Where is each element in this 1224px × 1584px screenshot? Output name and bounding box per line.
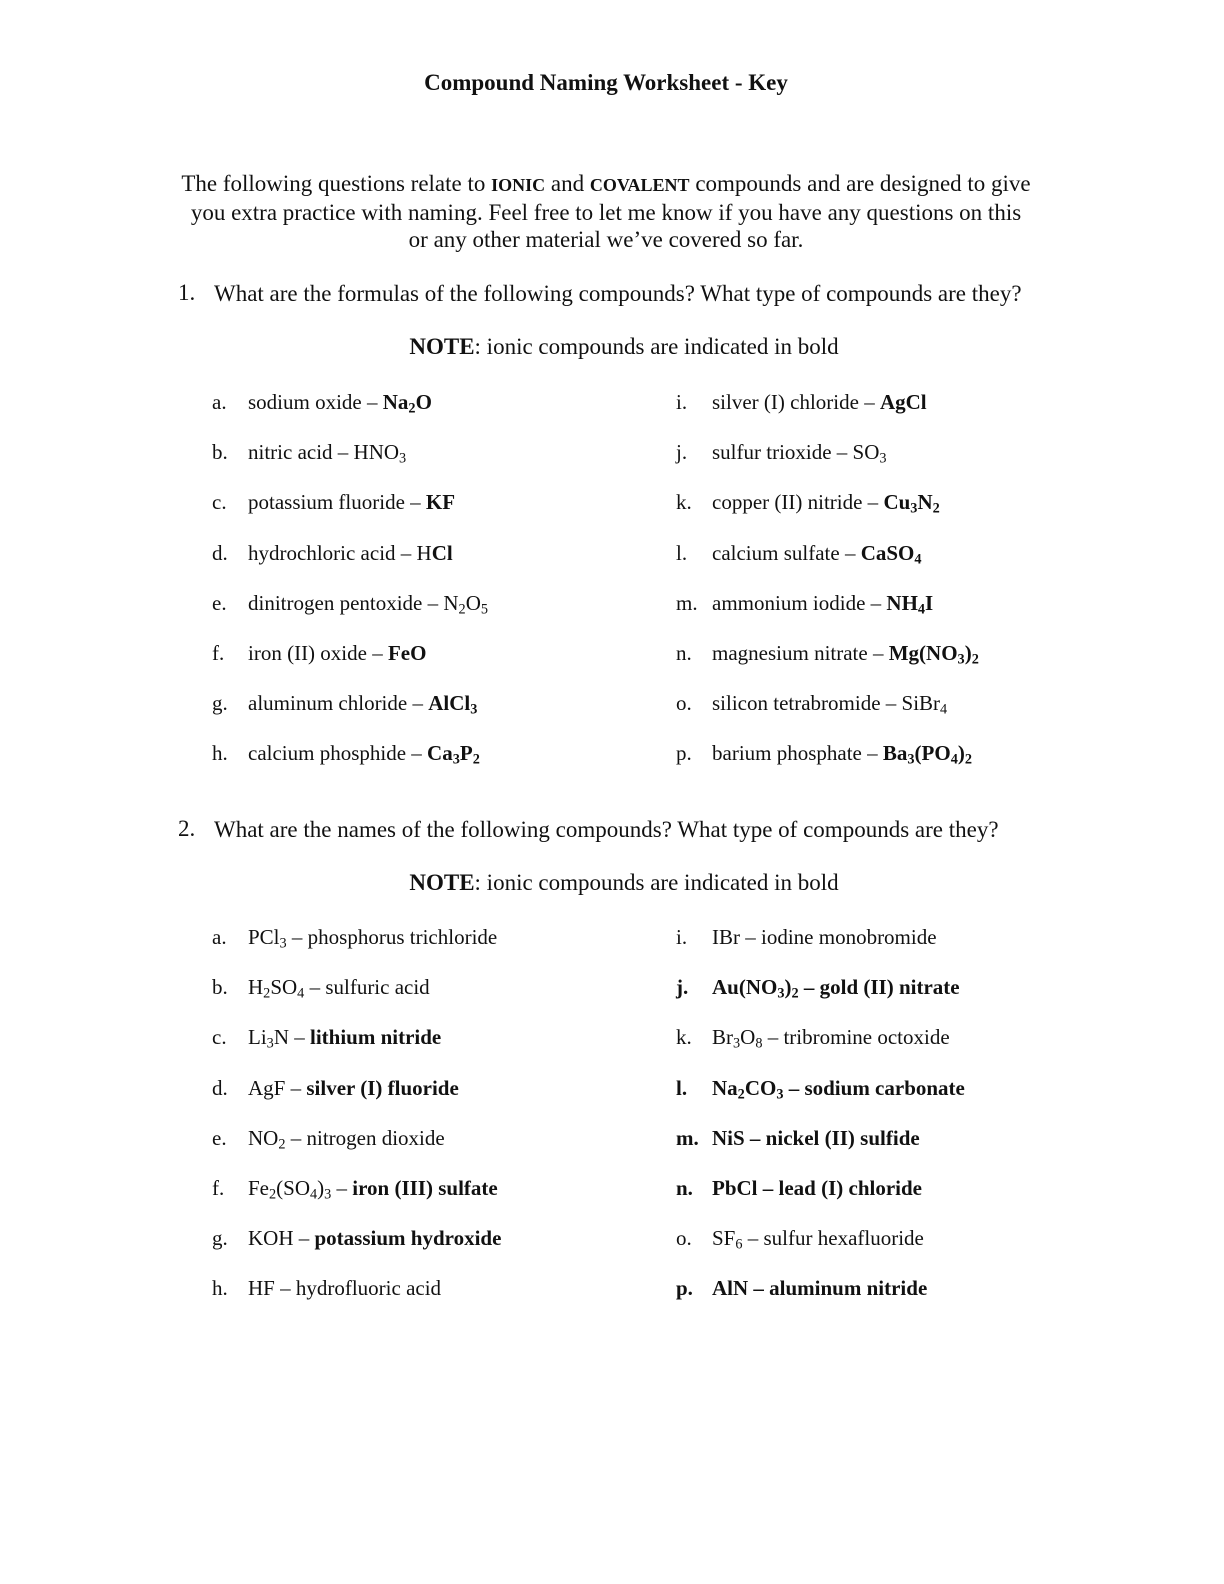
item-label: e. bbox=[212, 590, 227, 615]
item-text: $NO_2$ – nitrogen dioxide bbox=[248, 1125, 445, 1153]
item-text: aluminum chloride – AlCl$_3$ bbox=[248, 691, 478, 718]
item-label: a. bbox=[212, 390, 227, 414]
item-text: $Na_2CO_3$ – sodium carbonate bbox=[712, 1075, 965, 1103]
item-text: ammonium iodide – $NH_4I$ bbox=[712, 590, 934, 618]
page-title: Compound Naming Worksheet - Key bbox=[424, 70, 788, 95]
item-label: l. bbox=[676, 540, 688, 565]
item-label: i. bbox=[676, 390, 688, 414]
q2-number: 2. bbox=[178, 816, 196, 841]
q2-note-label: NOTE bbox=[409, 870, 475, 895]
item-label: i. bbox=[676, 925, 688, 949]
intro-text-2: compounds and are designed to give you extra practice with naming. Feel free to let me know if you have any questions on this or any other material we’ve covered so far. bbox=[190, 171, 1031, 252]
item-text: hydrochloric acid – HCl bbox=[248, 540, 453, 565]
item-label: d. bbox=[212, 1075, 228, 1100]
item-text: $Fe_2(SO_4)_3$ – iron (III) sulfate bbox=[248, 1176, 498, 1203]
item-text: sulfur trioxide – $SO_3$ bbox=[712, 440, 887, 467]
item-text: $Br_3O_8$ – tribromine octoxide bbox=[712, 1025, 950, 1052]
item-text: AlN – aluminum nitride bbox=[712, 1276, 928, 1301]
intro-ionic: IONIC bbox=[491, 175, 546, 195]
item-label: c. bbox=[212, 490, 227, 515]
item-text: nitric acid – $HNO_3$ bbox=[248, 440, 407, 467]
item-text: magnesium nitrate – $Mg(NO_3)_2$ bbox=[712, 641, 979, 668]
item-label: n. bbox=[676, 641, 692, 665]
item-text: $Li_3N$ – lithium nitride bbox=[248, 1025, 442, 1052]
item-label: k. bbox=[676, 490, 692, 515]
intro-paragraph bbox=[180, 170, 1032, 253]
intro-covalent: COVALENT bbox=[589, 175, 690, 195]
q1-note bbox=[0, 334, 1224, 360]
item-label: b. bbox=[212, 975, 228, 1000]
item-text: calcium sulfate – CaSO$_4$ bbox=[712, 540, 922, 568]
q1-number: 1. bbox=[178, 280, 196, 305]
item-text: PCl$_3$ – phosphorus trichloride bbox=[248, 925, 498, 952]
item-text: IBr – iodine monobromide bbox=[712, 925, 937, 949]
item-label: j. bbox=[676, 975, 689, 1000]
intro-text-1: The following questions relate to bbox=[181, 171, 492, 196]
item-label: h. bbox=[212, 741, 228, 766]
item-label: n. bbox=[676, 1176, 693, 1200]
item-label: a. bbox=[212, 925, 227, 949]
item-label: l. bbox=[676, 1075, 688, 1100]
intro-and: and bbox=[545, 171, 590, 196]
item-text: KOH – potassium hydroxide bbox=[248, 1226, 502, 1251]
item-label: m. bbox=[676, 1125, 699, 1150]
item-label: c. bbox=[212, 1025, 227, 1050]
item-text: $H_2SO_4$ – sulfuric acid bbox=[248, 975, 430, 1002]
item-text: silicon tetrabromide – SiBr$_4$ bbox=[712, 691, 948, 718]
q1-text: What are the formulas of the following compounds? What type of compounds are they? bbox=[214, 281, 1022, 306]
item-text: AgF – silver (I) fluoride bbox=[248, 1075, 459, 1100]
item-label: b. bbox=[212, 440, 228, 465]
item-text: NiS – nickel (II) sulfide bbox=[712, 1125, 920, 1150]
item-text: $Au(NO_3)_2$ – gold (II) nitrate bbox=[712, 975, 960, 1002]
q2-text: What are the names of the following compounds? What type of compounds are they? bbox=[214, 817, 999, 842]
item-text: calcium phosphide – $Ca_3P_2$ bbox=[248, 741, 480, 768]
item-text: potassium fluoride – KF bbox=[248, 490, 456, 515]
item-label: j. bbox=[676, 440, 688, 465]
item-label: d. bbox=[212, 540, 228, 565]
item-text: PbCl – lead (I) chloride bbox=[712, 1176, 922, 1200]
item-label: g. bbox=[212, 691, 228, 716]
item-label: h. bbox=[212, 1276, 228, 1301]
q2-note bbox=[0, 870, 1224, 896]
q1-note-text: : ionic compounds are indicated in bold bbox=[474, 334, 839, 359]
item-label: f. bbox=[212, 641, 225, 665]
item-text: dinitrogen pentoxide – $N_2O_5$ bbox=[248, 590, 488, 618]
item-label: k. bbox=[676, 1025, 692, 1050]
item-text: HF – hydrofluoric acid bbox=[248, 1276, 442, 1301]
item-label: e. bbox=[212, 1125, 227, 1150]
item-label: p. bbox=[676, 1276, 693, 1301]
item-text: copper (II) nitride – $Cu_3N_2$ bbox=[712, 490, 940, 517]
item-label: m. bbox=[676, 590, 698, 615]
item-label: o. bbox=[676, 691, 692, 716]
item-text: iron (II) oxide – FeO bbox=[248, 641, 427, 665]
item-label: f. bbox=[212, 1176, 225, 1200]
item-text: silver (I) chloride – AgCl bbox=[712, 390, 927, 414]
q2-note-text: : ionic compounds are indicated in bold bbox=[474, 870, 839, 895]
item-text: sodium oxide – $Na_2O$ bbox=[248, 390, 432, 417]
item-text: barium phosphate – $Ba_3(PO_4)_2$ bbox=[712, 741, 972, 768]
item-label: p. bbox=[676, 741, 692, 766]
item-text: $SF_6$ – sulfur hexafluoride bbox=[712, 1226, 924, 1253]
item-label: o. bbox=[676, 1226, 692, 1251]
q1-note-label: NOTE bbox=[409, 334, 475, 359]
item-label: g. bbox=[212, 1226, 228, 1251]
